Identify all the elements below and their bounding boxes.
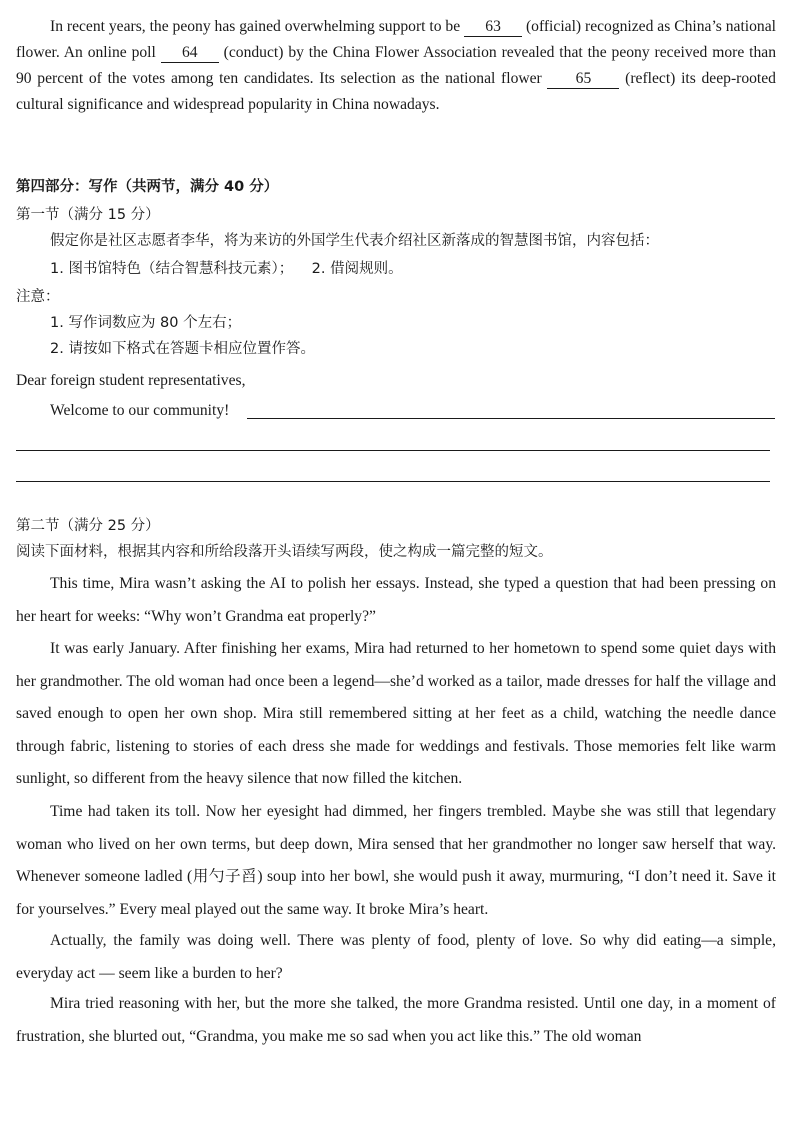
answer-line-3[interactable] <box>16 481 770 482</box>
answer-line-2[interactable] <box>16 450 770 451</box>
cloze-text-3: (conduct) by the China Flower Association revealed that the peony received more than 90 percent of the votes among ten candidates. Its selection as the national flower <box>16 44 777 87</box>
story-paragraph-1: This time, Mira wasn’t asking the AI to polish her essays. Instead, she typed a question that had been pressing on her heart for weeks: “Why won’t Grandma eat properly?” <box>16 575 776 625</box>
section1-title: 第一节（满分 15 分） <box>16 207 160 223</box>
cloze-text-4: (reflect) its deep-rooted cultural significance and widespread popularity in China nowadays. <box>16 70 776 113</box>
writing-heading: 第四部分：写作（共两节，满分 40 分） <box>16 179 279 195</box>
blank-64[interactable]: 64 <box>161 44 219 63</box>
section1-items: 1. 图书馆特色（结合智慧科技元素）； 2. 借阅规则。 <box>50 261 403 277</box>
letter-salutation: Dear foreign student representatives, <box>16 372 246 389</box>
story-paragraph-2: It was early January. After finishing her exams, Mira had returned to her hometown to spend some quiet days with her grandmother. The old woman had once been a legend—she’d worked as a tailor, made dresses for half the village and saved enough to open her own shop. Mira still remembered sitting at her feet as a child, watching the needle dance through fabric, listening to stories of each dress she made for weddings and festivals. Those memories felt like warm sunlight, so different from the heavy silence that now filled the kitchen. <box>16 640 776 788</box>
cloze-text-1: In recent years, the peony has gained overwhelming support to be <box>50 18 461 35</box>
section2-title: 第二节（满分 25 分） <box>16 518 160 534</box>
note-label: 注意： <box>16 289 60 305</box>
story-paragraph-5: Mira tried reasoning with her, but the more she talked, the more Grandma resisted. Until one day, in a moment of frustration, she blurted out, “Grandma, you make me so sad when you act like this.” The old woman <box>16 995 776 1045</box>
answer-line-1[interactable] <box>247 418 775 419</box>
cloze-passage <box>16 14 776 118</box>
section1-prompt: 假定你是社区志愿者李华，将为来访的外国学生代表介绍社区新落成的智慧图书馆，内容包括： <box>50 233 659 249</box>
section2-prompt: 阅读下面材料，根据其内容和所给段落开头语续写两段，使之构成一篇完整的短文。 <box>16 544 553 560</box>
note-1: 1. 写作词数应为 80 个左右； <box>50 315 242 331</box>
blank-65[interactable]: 65 <box>547 70 619 89</box>
note-2: 2. 请按如下格式在答题卡相应位置作答。 <box>50 341 315 357</box>
cloze-text-2: (official) recognized as China’s national flower. An online poll <box>16 18 776 61</box>
story-paragraph-3: Time had taken its toll. Now her eyesight had dimmed, her fingers trembled. Maybe she was still that legendary woman who lived on her own terms, but deep down, Mira sensed that her grandmother no longer saw herself that way. Whenever someone ladled (用勺子舀) soup into her bowl, she would push it away, murmuring, “I don’t need it. Save it for yourselves.” Every meal played out the same way. It broke Mira’s heart. <box>16 803 776 918</box>
letter-opening: Welcome to our community! <box>50 402 230 419</box>
blank-63[interactable]: 63 <box>464 18 522 37</box>
story-paragraph-4: Actually, the family was doing well. There was plenty of food, plenty of love. So why did eating—a simple, everyday act — seem like a burden to her? <box>16 932 776 982</box>
